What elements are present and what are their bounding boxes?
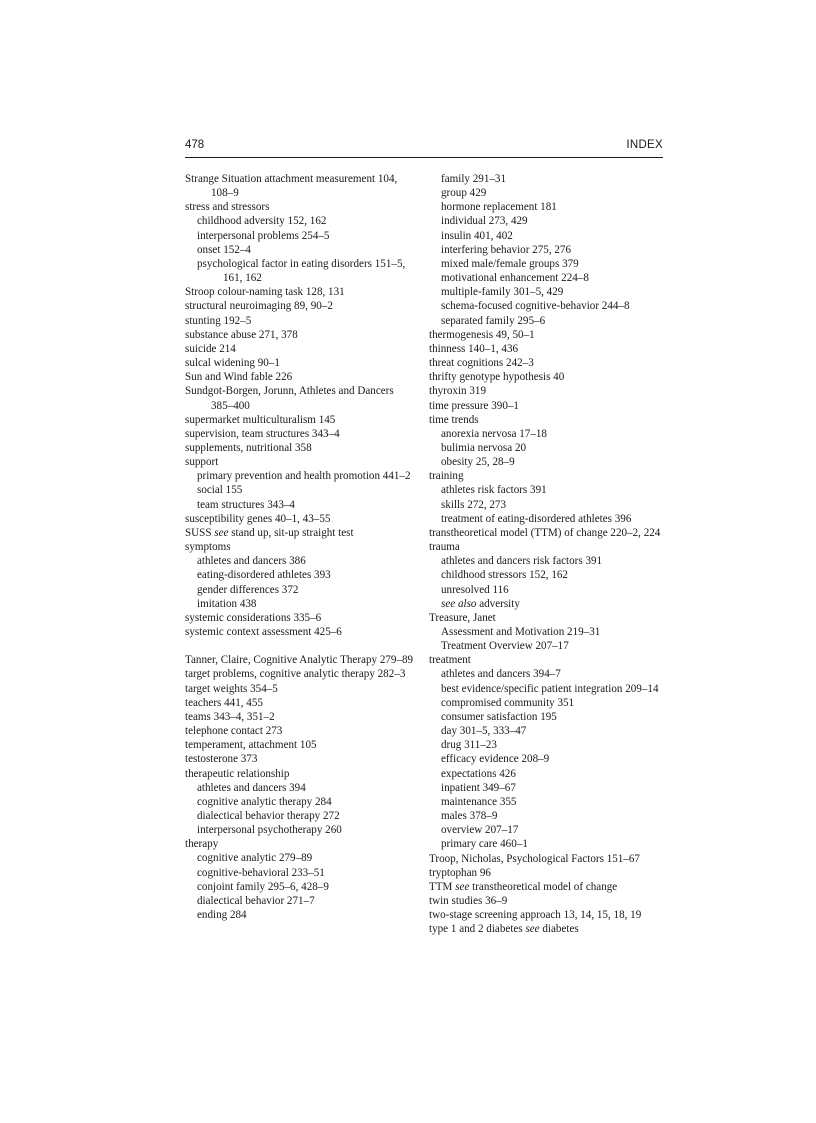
- index-entry: suicide 214: [185, 342, 236, 355]
- index-subentry: cognitive analytic 279–89: [197, 852, 313, 865]
- index-entry: treatment: [429, 654, 471, 667]
- index-entry: Troop, Nicholas, Psychological Factors 151–67: [429, 852, 640, 865]
- index-subentry: primary prevention and health promotion 441–2: [197, 470, 411, 483]
- index-entry: teams 343–4, 351–2: [185, 710, 275, 723]
- index-subentry: mixed male/female groups 379: [441, 257, 579, 270]
- index-subentry: individual 273, 429: [441, 215, 528, 228]
- index-subentry: separated family 295–6: [441, 314, 546, 327]
- index-entry: two-stage screening approach 13, 14, 15, 18, 19: [429, 909, 642, 922]
- index-entry: transtheoretical model (TTM) of change 220–2, 224: [429, 526, 661, 539]
- index-subentry: overview 207–17: [441, 824, 519, 837]
- index-subentry: efficacy evidence 208–9: [441, 753, 550, 766]
- index-subentry: interpersonal psychotherapy 260: [197, 824, 342, 837]
- index-subentry: childhood adversity 152, 162: [197, 215, 327, 228]
- index-entry: time pressure 390–1: [429, 399, 519, 412]
- running-head: INDEX: [626, 139, 663, 151]
- index-subentry: inpatient 349–67: [441, 781, 516, 794]
- index-entry: thrifty genotype hypothesis 40: [429, 371, 565, 384]
- index-entry: target weights 354–5: [185, 682, 278, 695]
- index-subentry: dialectical behavior therapy 272: [197, 810, 340, 823]
- index-entry: telephone contact 273: [185, 725, 283, 738]
- index-entry: support: [185, 456, 219, 469]
- index-subentry: multiple-family 301–5, 429: [441, 286, 564, 299]
- cross-reference: see: [525, 923, 540, 936]
- index-subentry: bulimia nervosa 20: [441, 441, 527, 454]
- index-entry: trauma: [429, 541, 460, 554]
- index-entry: systemic context assessment 425–6: [185, 626, 342, 638]
- index-entry: threat cognitions 242–3: [429, 357, 534, 370]
- index-entry: Treasure, Janet: [429, 611, 496, 624]
- index-subentry: dialectical behavior 271–7: [197, 894, 315, 907]
- index-subentry: family 291–31: [441, 173, 507, 185]
- index-subentry: group 429: [441, 187, 487, 200]
- index-entry: target problems, cognitive analytic therapy 282–3: [185, 668, 406, 681]
- index-subentry: skills 272, 273: [441, 498, 507, 511]
- index-entry: teachers 441, 455: [185, 696, 263, 709]
- index-entry: thinness 140–1, 436: [429, 342, 519, 355]
- index-entry: thermogenesis 49, 50–1: [429, 328, 535, 341]
- index-subentry: males 378–9: [441, 810, 498, 823]
- index-entry: susceptibility genes 40–1, 43–55: [185, 512, 331, 525]
- index-entry: training: [429, 470, 464, 483]
- index-subentry: athletes and dancers 394–7: [441, 668, 561, 681]
- running-header: [185, 137, 663, 158]
- index-entry: time trends: [429, 413, 479, 426]
- index-column-left: [185, 172, 417, 922]
- index-column-right: [429, 172, 665, 936]
- index-subentry: drug 311–23: [441, 739, 497, 752]
- index-subentry: social 155: [197, 484, 243, 497]
- index-subentry: treatment of eating-disordered athletes 396: [441, 512, 632, 525]
- index-entry: TTM see transtheoretical model of change: [429, 880, 618, 893]
- index-subentry: best evidence/specific patient integration 209–14: [441, 682, 659, 695]
- page-number: 478: [185, 139, 205, 151]
- index-subentry: athletes and dancers 386: [197, 555, 306, 568]
- index-subentry: consumer satisfaction 195: [441, 710, 557, 723]
- index-entry: systemic considerations 335–6: [185, 611, 322, 624]
- index-subentry: ending 284: [197, 909, 247, 922]
- index-subentry: childhood stressors 152, 162: [441, 569, 568, 582]
- index-entry: Sun and Wind fable 226: [185, 371, 293, 384]
- index-subentry: cognitive-behavioral 233–51: [197, 866, 325, 879]
- index-subentry: cognitive analytic therapy 284: [197, 795, 332, 808]
- index-subentry: team structures 343–4: [197, 498, 295, 511]
- index-subentry: obesity 25, 28–9: [441, 456, 515, 469]
- index-entry: Strange Situation attachment measurement 104, 108–9: [185, 173, 398, 200]
- index-subentry: athletes and dancers risk factors 391: [441, 555, 603, 568]
- index-entry: structural neuroimaging 89, 90–2: [185, 300, 333, 313]
- index-subentry: schema-focused cognitive-behavior 244–8: [441, 300, 630, 313]
- index-subentry: maintenance 355: [441, 795, 517, 808]
- index-subentry: compromised community 351: [441, 696, 575, 709]
- index-entry: therapeutic relationship: [185, 767, 290, 780]
- index-subentry: athletes risk factors 391: [441, 484, 547, 497]
- index-subentry: expectations 426: [441, 767, 516, 780]
- index-subentry: Treatment Overview 207–17: [441, 640, 569, 653]
- index-entry: testosterone 373: [185, 753, 258, 766]
- index-entry: thyroxin 319: [429, 385, 487, 398]
- index-subentry: gender differences 372: [197, 583, 299, 596]
- index-entry: symptoms: [185, 541, 231, 554]
- index-subentry: primary care 460–1: [441, 838, 528, 851]
- index-subentry: Assessment and Motivation 219–31: [441, 626, 601, 638]
- index-entry: twin studies 36–9: [429, 894, 508, 907]
- index-entry: SUSS see stand up, sit-up straight test: [185, 526, 354, 539]
- index-entry: temperament, attachment 105: [185, 739, 317, 752]
- cross-reference: see: [455, 880, 470, 893]
- index-entry: tryptophan 96: [429, 866, 491, 879]
- index-entry: therapy: [185, 838, 219, 851]
- index-subentry: day 301–5, 333–47: [441, 725, 527, 738]
- index-entry: supermarket multiculturalism 145: [185, 413, 336, 426]
- index-entry: sulcal widening 90–1: [185, 357, 280, 370]
- index-subentry: eating-disordered athletes 393: [197, 569, 331, 582]
- index-entry: stunting 192–5: [185, 314, 252, 327]
- index-entry: stress and stressors: [185, 201, 270, 214]
- index-entry: supplements, nutritional 358: [185, 441, 312, 454]
- index-entry: Sundgot-Borgen, Jorunn, Athletes and Dancers 385–400: [185, 385, 394, 412]
- index-subentry: interpersonal problems 254–5: [197, 229, 330, 242]
- letter-group-spacer: [185, 639, 417, 653]
- index-subentry: hormone replacement 181: [441, 201, 557, 214]
- index-subentry: insulin 401, 402: [441, 229, 513, 242]
- index-subentry: interfering behavior 275, 276: [441, 243, 572, 256]
- index-subentry: conjoint family 295–6, 428–9: [197, 880, 329, 893]
- index-subentry: onset 152–4: [197, 243, 251, 256]
- index-subentry: psychological factor in eating disorders 151–5, 161, 162: [197, 257, 406, 285]
- index-subentry: athletes and dancers 394: [197, 781, 306, 794]
- index-entry: type 1 and 2 diabetes see diabetes: [429, 923, 579, 936]
- index-entry: supervision, team structures 343–4: [185, 427, 340, 440]
- index-entry: Tanner, Claire, Cognitive Analytic Therapy 279–89: [185, 654, 414, 667]
- cross-reference: see also: [441, 597, 477, 610]
- index-subentry: unresolved 116: [441, 583, 509, 596]
- index-subentry: see also adversity: [441, 597, 520, 610]
- index-subentry: anorexia nervosa 17–18: [441, 427, 547, 440]
- index-entry: Stroop colour-naming task 128, 131: [185, 286, 345, 299]
- index-subentry: motivational enhancement 224–8: [441, 272, 589, 285]
- index-entry: substance abuse 271, 378: [185, 328, 298, 341]
- cross-reference: see: [214, 526, 229, 539]
- index-subentry: imitation 438: [197, 597, 257, 610]
